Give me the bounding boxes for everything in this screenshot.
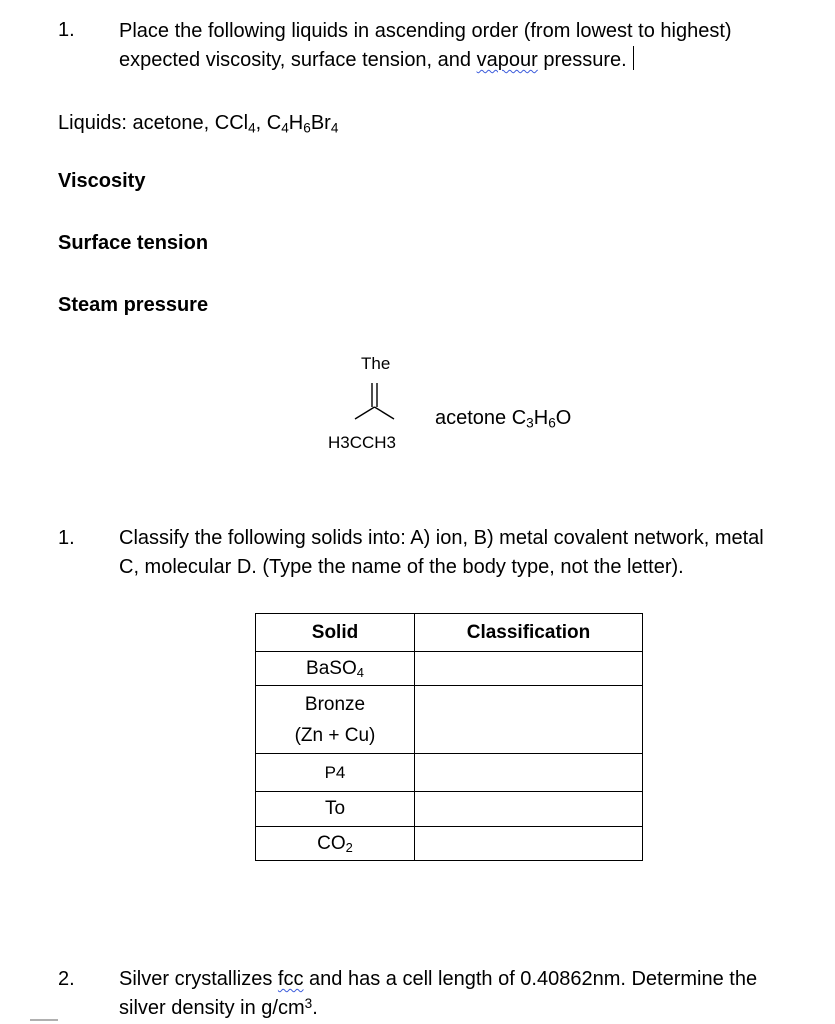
table-header-row xyxy=(256,614,643,652)
co2-subscript: 2 xyxy=(345,839,353,855)
question-number-3: 2. xyxy=(58,968,75,990)
text-cursor xyxy=(633,46,635,70)
liquids-label: Liquids: acetone, CCl xyxy=(58,112,249,134)
question-3-line-1 xyxy=(119,965,819,994)
liquids-list xyxy=(58,109,338,138)
bronze-label: Bronze xyxy=(304,693,366,715)
question-2-text xyxy=(119,524,829,582)
question-number-1: 1. xyxy=(58,19,75,41)
question-3-line-2-start: silver density in g/cm xyxy=(119,997,305,1019)
question-3-line-2 xyxy=(119,994,819,1023)
question-1-line-2-start: expected viscosity, surface tension, and xyxy=(119,49,477,71)
table-row xyxy=(256,792,643,827)
acetone-h-symbol: H xyxy=(533,407,549,429)
classification-input-baso4[interactable] xyxy=(415,652,643,686)
column-header-solid: Solid xyxy=(256,614,415,652)
question-3-text xyxy=(119,965,819,1023)
bronze-composition: (Zn + Cu) xyxy=(294,724,376,746)
table-row xyxy=(256,827,643,861)
acetone-formula xyxy=(435,404,571,433)
classification-input-bronze[interactable] xyxy=(415,686,643,754)
page-edge-marker xyxy=(30,1019,58,1021)
acetone-structure-icon xyxy=(345,380,405,422)
table-row xyxy=(256,652,643,686)
question-1-line-2-end: pressure. xyxy=(537,49,627,71)
br-symbol: Br xyxy=(310,112,331,134)
left-bond-line xyxy=(355,407,375,419)
acetone-o-symbol: O xyxy=(555,407,572,429)
question-1-text xyxy=(119,17,809,75)
solid-cell-baso4 xyxy=(256,652,415,686)
liquids-separator: , C xyxy=(255,112,282,134)
spellcheck-word-vapour: vapour xyxy=(476,49,538,71)
heading-steam-pressure: Steam pressure xyxy=(58,294,209,316)
classification-input-to[interactable] xyxy=(415,792,643,827)
question-3-line-2-end: . xyxy=(312,997,318,1019)
solid-cell-bronze xyxy=(256,686,415,754)
heading-viscosity: Viscosity xyxy=(58,170,146,192)
h-symbol: H xyxy=(288,112,304,134)
right-bond-line xyxy=(375,407,395,419)
table-row xyxy=(256,754,643,792)
classification-table xyxy=(255,613,643,861)
column-header-classification: Classification xyxy=(415,614,643,652)
question-number-2: 1. xyxy=(58,527,75,549)
classification-input-p4[interactable] xyxy=(415,754,643,792)
co2-formula: CO xyxy=(317,832,346,854)
solid-cell-co2 xyxy=(256,827,415,861)
classification-input-co2[interactable] xyxy=(415,827,643,861)
question-3-line-1-start: Silver crystallizes xyxy=(119,968,278,990)
c-subscript: 4 xyxy=(281,120,289,136)
baso4-formula: BaSO xyxy=(306,657,357,679)
solid-cell-p4: P4 xyxy=(256,754,415,792)
baso4-subscript: 4 xyxy=(356,664,364,680)
heading-surface-tension: Surface tension xyxy=(58,232,209,254)
acetone-c-subscript: 3 xyxy=(526,415,534,431)
question-2-line-2: C, molecular D. (Type the name of the body type, not the letter). xyxy=(119,556,684,578)
acetone-h-subscript: 6 xyxy=(548,415,556,431)
table-row xyxy=(256,686,643,754)
acetone-name: acetone C xyxy=(435,407,527,429)
structure-bottom-label: H3CCH3 xyxy=(328,433,397,452)
structure-top-label: The xyxy=(361,354,391,373)
question-3-line-1-end: and has a cell length of 0.40862nm. Determine the xyxy=(303,968,758,990)
h-subscript: 6 xyxy=(303,120,311,136)
question-1-line-2 xyxy=(119,46,809,75)
solid-cell-to: To xyxy=(256,792,415,827)
spellcheck-word-fcc: fcc xyxy=(277,968,304,990)
cubic-superscript: 3 xyxy=(304,995,313,1011)
question-1-line-1: Place the following liquids in ascending order (from lowest to highest) xyxy=(119,20,732,42)
ccl4-subscript: 4 xyxy=(248,120,256,136)
question-2-line-1: Classify the following solids into: A) ion, B) metal covalent network, metal xyxy=(119,527,764,549)
br-subscript: 4 xyxy=(330,120,339,136)
